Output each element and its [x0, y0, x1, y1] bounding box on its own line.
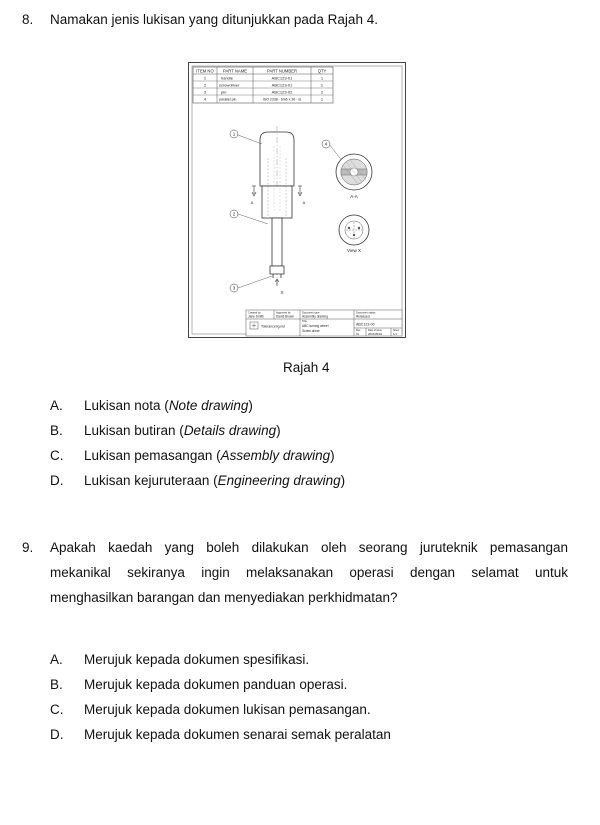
q9-option-d-letter: D. [50, 727, 64, 742]
q8-option-c-letter: C. [50, 448, 64, 463]
title-block-doc-type: Assembly drawing [302, 314, 328, 319]
title-block-sheet: 1/1 [393, 332, 397, 336]
question-8-number: 8. [22, 12, 34, 27]
q8-option-d-letter: D. [50, 473, 64, 488]
title-block-label: Document type [302, 311, 320, 315]
table-cell: ABC123-02 [271, 89, 293, 95]
question-9-number: 9. [22, 540, 34, 555]
figure-caption: Rajah 4 [283, 360, 330, 375]
view-label: View X [347, 248, 361, 253]
title-block-label: Created by [248, 311, 261, 315]
balloon-4: 4 [324, 141, 328, 147]
title-block-label: Document status [356, 311, 376, 315]
title-block-label: Title [302, 320, 307, 323]
q9-option-d[interactable]: Merujuk kepada dokumen senarai semak peralatan [84, 727, 391, 742]
question-9-line-3: menghasilkan barangan dan menyediakan perkhidmatan? [50, 590, 398, 605]
table-cell: ABC123-01 [271, 75, 293, 81]
table-cell: handle [221, 75, 234, 81]
table-cell: ISO 2338 - 6m6 x 30 - st [262, 97, 302, 102]
title-block-dwg-no: ABC123-00 [356, 322, 375, 327]
section-arrow-label: A [250, 200, 254, 205]
balloon-1: 1 [232, 131, 236, 137]
view-x-arrow-label: X [280, 290, 284, 295]
question-9-line-1: Apakah kaedah yang boleh dilakukan oleh seorang juruteknik pemasangan [50, 540, 568, 555]
title-block-created-by: Jane Smith [248, 314, 264, 319]
title-block-label: Rev. [356, 329, 361, 332]
table-cell: screwdriver [219, 82, 240, 88]
q8-option-c[interactable]: Lukisan pemasangan (Assembly drawing) [84, 448, 335, 463]
title-block-label: Sheet [393, 329, 400, 332]
table-cell: 1 [203, 75, 207, 81]
section-arrow-label: A [302, 200, 306, 205]
table-cell: 4 [203, 96, 207, 102]
table-cell: 2 [203, 82, 207, 88]
balloon-2: 2 [232, 211, 236, 217]
title-block-approved-by: David Brown [276, 314, 295, 319]
table-header-part-name: PART NAME [223, 68, 247, 74]
question-9-line-2: mekanikal sekiranya ingin melaksanakan operasi dengan selamat untuk [50, 565, 568, 580]
table-cell: parallel pin [219, 97, 237, 102]
q8-option-b-letter: B. [50, 423, 63, 438]
table-header-qty: QTY [317, 68, 327, 74]
q9-option-c[interactable]: Merujuk kepada dokumen lukisan pemasangan. [84, 702, 371, 717]
q8-option-d[interactable]: Lukisan kejuruteraan (Engineering drawing) [84, 473, 346, 488]
table-cell: 1 [320, 96, 324, 102]
title-block-rev: 01 [356, 332, 360, 336]
q9-option-c-letter: C. [50, 702, 64, 717]
q8-option-b[interactable]: Lukisan butiran (Details drawing) [84, 423, 281, 438]
table-cell: pin [221, 89, 227, 95]
q9-option-b-letter: B. [50, 677, 63, 692]
title-block-label: Date of issue [368, 329, 382, 332]
title-block-date: 2015/05/04 [368, 332, 382, 336]
assembly-drawing-figure [188, 62, 406, 340]
section-a-a-view [336, 154, 372, 190]
table-header-item-no: ITEM NO [196, 68, 214, 74]
question-8-text: Namakan jenis lukisan yang ditunjukkan pada Rajah 4. [50, 12, 378, 27]
balloon-3: 3 [232, 285, 236, 291]
title-block-company: Toleranceng.net [261, 324, 286, 329]
title-block-title: ABC turning wheel [302, 324, 329, 328]
q9-option-a[interactable]: Merujuk kepada dokumen spesifikasi. [84, 652, 310, 667]
q8-option-a-letter: A. [50, 398, 63, 413]
section-label: A-A [350, 194, 358, 199]
q9-option-a-letter: A. [50, 652, 63, 667]
table-cell: 3 [203, 89, 207, 95]
table-cell: 1 [320, 82, 324, 88]
table-cell: 2 [320, 89, 324, 95]
table-cell: 1 [320, 75, 324, 81]
q8-option-a[interactable]: Lukisan nota (Note drawing) [84, 398, 253, 413]
title-block-label: Approved by [276, 311, 291, 315]
title-block-subtitle: Screw driver [302, 329, 320, 333]
title-block-status: Released [356, 314, 370, 319]
table-cell: ABC123-01 [271, 82, 293, 88]
view-x [339, 215, 369, 245]
table-header-part-number: PART NUMBER [266, 68, 298, 74]
q9-option-b[interactable]: Merujuk kepada dokumen panduan operasi. [84, 677, 348, 692]
